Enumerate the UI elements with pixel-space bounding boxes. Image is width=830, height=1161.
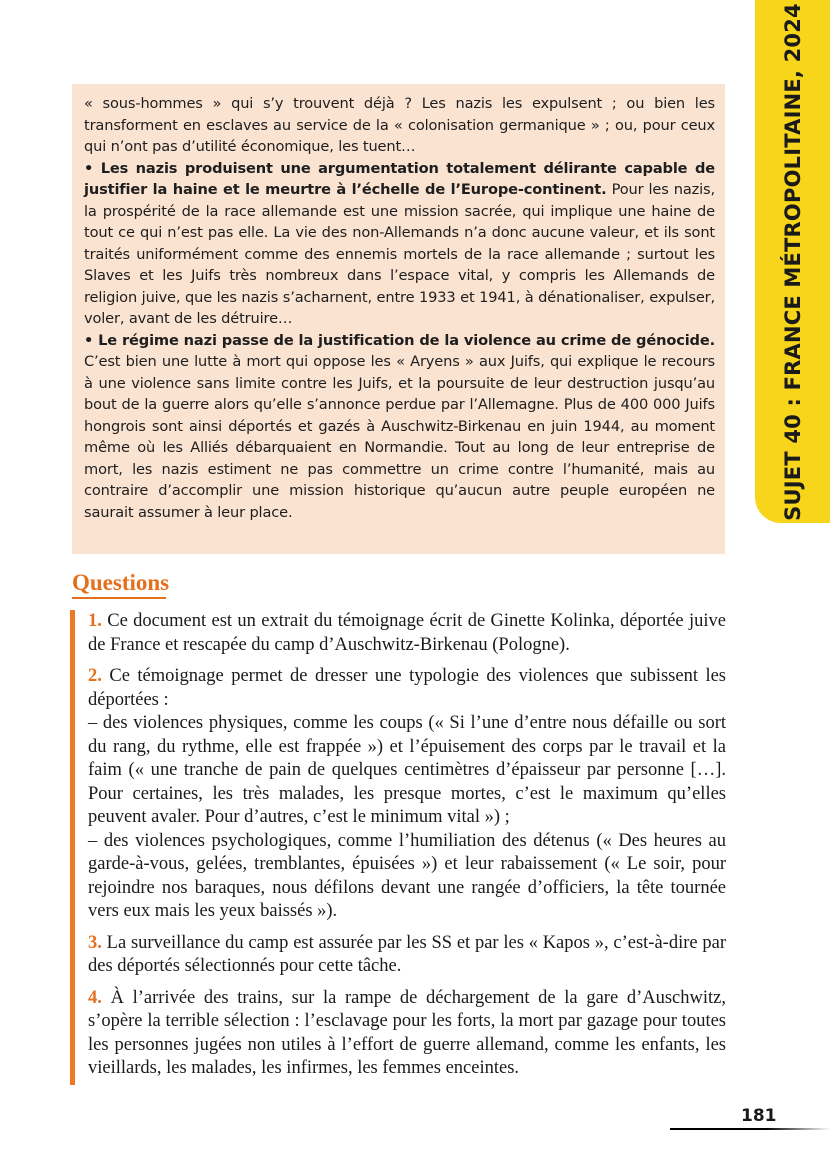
- questions-heading-underline: [72, 597, 166, 599]
- document-paragraph-3-bold: • Le régime nazi passe de la justification de la violence au crime de génocide.: [84, 331, 715, 349]
- question-number: 2.: [88, 666, 102, 686]
- question-text: Ce document est un extrait du témoignage écrit de Ginette Kolinka, déportée juive de France et rescapée du camp d’Auschwitz-Birkenau (Pologne).: [88, 611, 726, 655]
- document-paragraph-2-bold: • Les nazis produisent une argumentation totalement délirante capable de justifier la haine et le meurtre à l’échelle de l’Europe-continent.: [84, 159, 715, 198]
- document-paragraph-2-text: Pour les nazis, la prospérité de la race allemande est une mission sacrée, qui implique une haine de tout ce qui n’est pas elle. La vie des non-Allemands n’a donc aucune valeur, et ils sont traités uniformément comme des ennemis mortels de la race allemande ; surtout les Slaves et les Juifs très nombreux dans l’espace vital, y compris les Allemands de religion juive, que les nazis s’acharnent, entre 1933 et 1941, à dénationaliser, expulser, voler, avant de les détruire…: [84, 181, 715, 327]
- question-text: La surveillance du camp est assurée par les SS et par les « Kapos », c’est-à-dire par des déportés sélectionnés pour cette tâche.: [88, 932, 727, 976]
- footer-rule: [670, 1128, 830, 1130]
- question-number: 3.: [88, 932, 102, 953]
- question-text-physical: – des violences physiques, comme les coups (« Si l’une d’entre nous défaille ou sort du rang, du rythme, elle est frappée ») et l’épuisement des corps par le travail et la faim (« une tranche de pain de quelques centimètres d’épaisseur par personne […]. Pour certaines, les très malades, les presque mortes, c’est le maximum qu’elles peuvent avaler. Pour d’autres, c’est le minimum vital ») ;: [88, 713, 726, 827]
- question-number: 4.: [88, 987, 102, 1008]
- question-text: À l’arrivée des trains, sur la rampe de déchargement de la gare d’Auschwitz, s’opère la terrible sélection : l’esclavage pour les forts, la mort par gazage pour toutes les personnes jugées non utiles à l’effort de guerre allemand, comme les enfants, les vieillards, les malades, les infirmes, les femmes enceintes.: [88, 987, 726, 1078]
- subject-label: SUJET 40 : FRANCE MÉTROPOLITAINE, 2024: [780, 3, 805, 521]
- question-item-3: [88, 932, 726, 979]
- question-text-psychological: – des violences psychologiques, comme l’humiliation des détenus (« Des heures au garde-à-vous, gelées, tremblantes, épuisées ») et leur rabaissement (« Le soir, pour rejoindre nos baraques, nous défilons devant une rangée d’officiers, la tête tournée vers eux mais les yeux baissés »).: [88, 830, 726, 921]
- question-item-1: [88, 610, 726, 657]
- question-item-2: [88, 665, 726, 924]
- page-number: 181: [741, 1106, 777, 1126]
- question-item-4: [88, 987, 726, 1081]
- document-excerpt: [72, 84, 725, 554]
- document-paragraph-2: [84, 158, 715, 330]
- document-paragraph-3-text: C’est bien une lutte à mort qui oppose les « Aryens » aux Juifs, qui explique le recours à une violence sans limite contre les Juifs, et la poursuite de leur destruction jusqu’au bout de la guerre alors qu’elle s’annonce perdue par l’Allemagne. Plus de 400 000 Juifs hongrois sont ainsi déportés et gazés à Auschwitz-Birkenau en juin 1944, au moment même où les Alliés débarquaient en Normandie. Tout au long de leur entreprise de mort, les nazis estiment ne pas commettre un crime contre l’humanité, mais au contraire d’accomplir une mission historique qu’aucun autre peuple européen ne saurait assumer à leur place.: [84, 353, 715, 521]
- question-text: Ce témoignage permet de dresser une typologie des violences que subissent les déportées :: [88, 666, 727, 710]
- questions-heading: Questions: [72, 570, 170, 595]
- document-paragraph-3: [84, 330, 715, 524]
- subject-side-tab: [755, 0, 830, 523]
- questions-list: [70, 610, 726, 1085]
- document-paragraph-1: « sous-hommes » qui s’y trouvent déjà ? Les nazis les expulsent ; ou bien les transforment en esclaves au service de la « colonisation germanique » ; ou, pour ceux qui n’ont pas d’utilité économique, les tuent…: [84, 95, 715, 155]
- question-number: 1.: [88, 611, 102, 631]
